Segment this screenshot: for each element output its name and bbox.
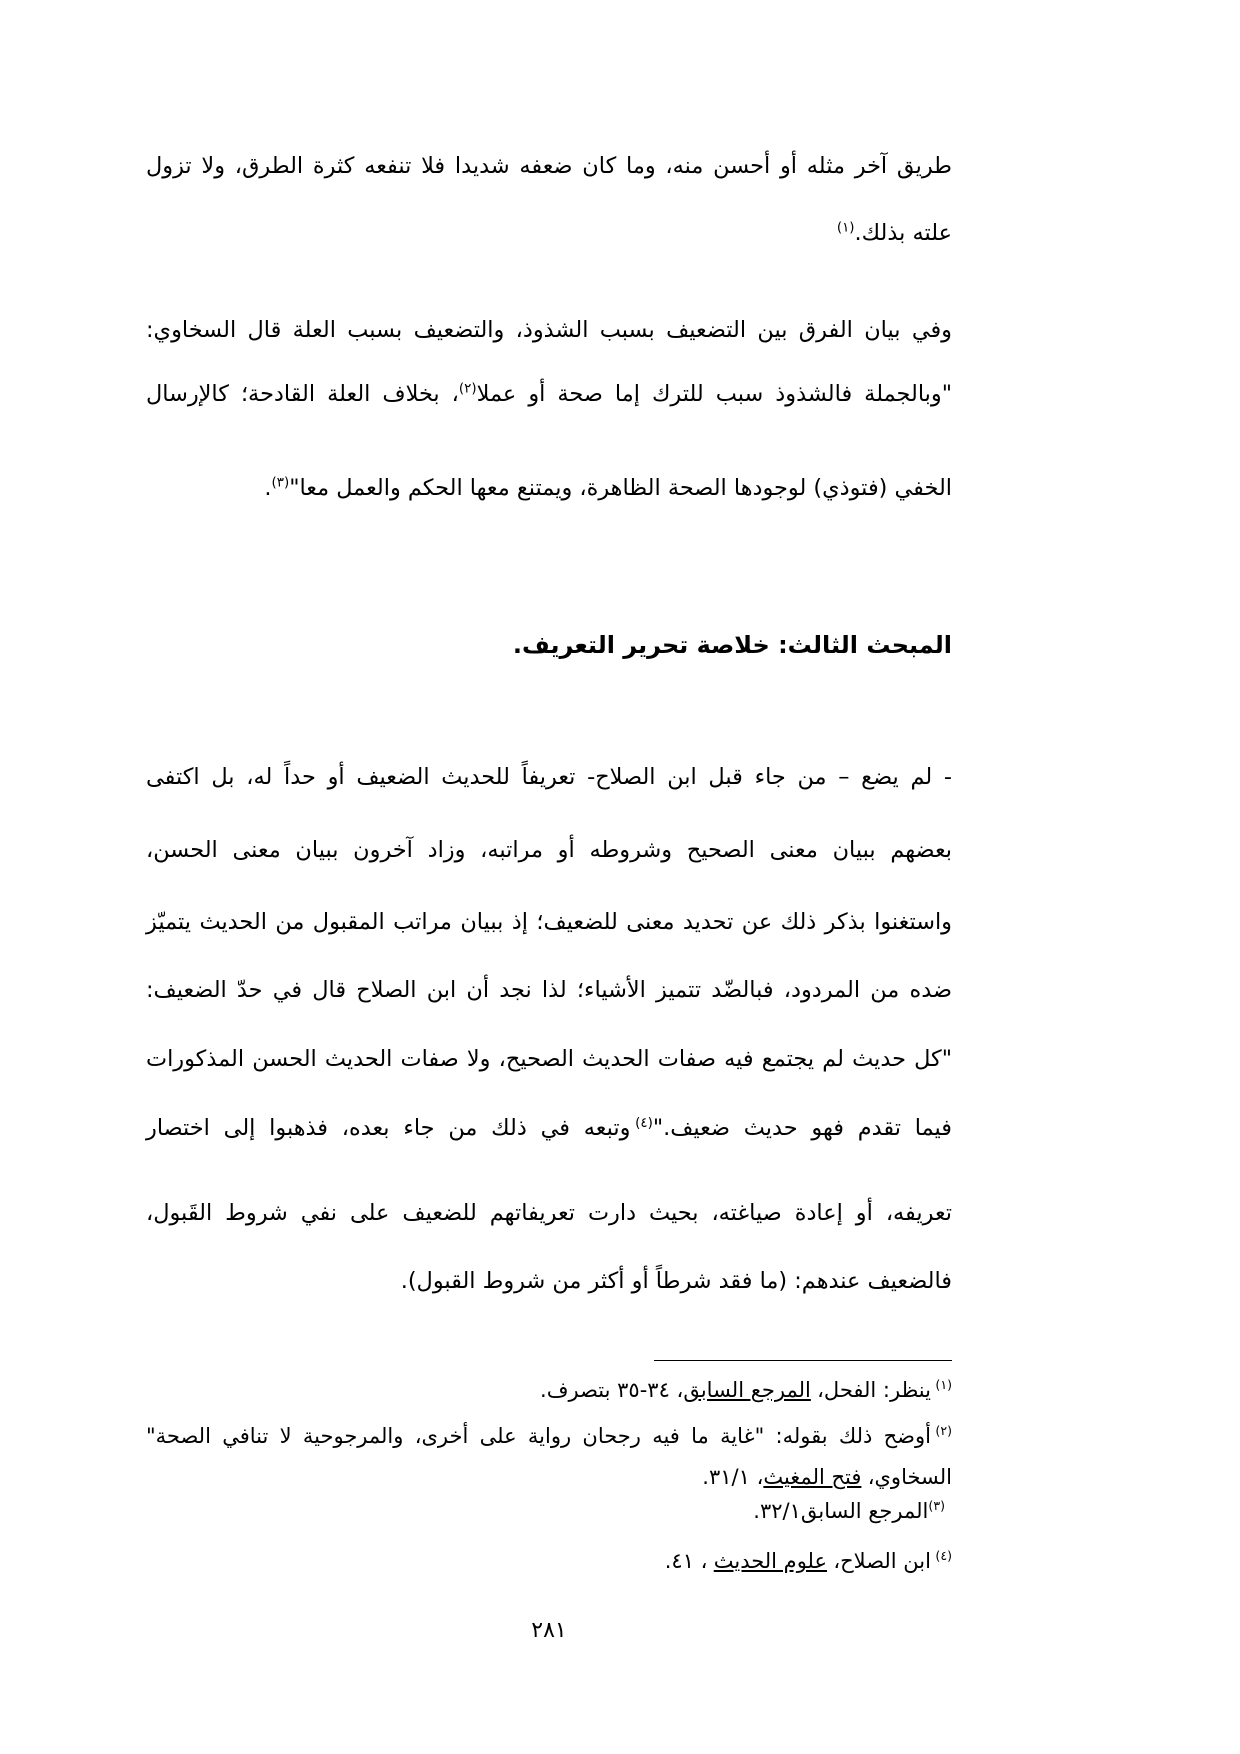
footnote-source-title: علوم الحديث	[713, 1549, 828, 1573]
footnote-2-line-2	[146, 1462, 952, 1492]
line-content	[146, 1115, 952, 1141]
paragraph-2-line-2	[146, 374, 952, 414]
line-text: ، بخلاف العلة القادحة؛ كالإرسال	[146, 381, 459, 407]
line-text: واستغنوا بذكر ذلك عن تحديد معنى للضعيف؛ إذ ببيان مراتب المقبول من الحديث يتميّز	[146, 909, 952, 935]
line-text: علته بذلك.	[854, 220, 952, 246]
footnote-text: ، ٣١/١.	[702, 1465, 764, 1489]
footnote-content	[540, 1378, 952, 1402]
line-text: .	[264, 475, 272, 501]
line-text: "وبالجملة فالشذوذ سبب للترك إما صحة أو عملا	[476, 381, 952, 407]
paragraph-3-line-7	[146, 1193, 952, 1233]
footnote-4	[146, 1546, 952, 1576]
footnote-content	[702, 1465, 952, 1489]
footnote-text: ينظر: الفحل،	[817, 1378, 931, 1402]
paragraph-3-line-8	[146, 1261, 952, 1301]
heading-text: المبحث الثالث: خلاصة تحرير التعريف.	[512, 631, 952, 659]
footnote-text: أوضح ذلك بقوله: "غاية ما فيه رجحان رواية على أخرى، والمرجوحية لا تنافي الصحة"	[146, 1424, 931, 1448]
footnote-content	[665, 1549, 952, 1573]
line-text: طريق آخر مثله أو أحسن منه، وما كان ضعفه شديدا فلا تنفعه كثرة الطرق، ولا تزول	[146, 153, 952, 179]
footnote-text: ، ٣٤-٣٥ بتصرف.	[540, 1378, 684, 1402]
footnote-ref-1: (١)	[836, 220, 855, 236]
footnote-1	[146, 1375, 952, 1405]
footnote-separator	[654, 1360, 952, 1361]
paragraph-3-line-4	[146, 970, 952, 1010]
line-text: تعريفه، أو إعادة صياغته، بحيث دارت تعريفاتهم للضعيف على نفي شروط القَبول،	[146, 1200, 952, 1226]
footnote-text: المرجع السابق٣٢/١.	[753, 1499, 929, 1523]
line-content	[837, 220, 952, 246]
line-text: بعضهم ببيان معنى الصحيح وشروطه أو مراتبه، وزاد آخرون ببيان معنى الحسن،	[146, 837, 952, 863]
line-text: وتبعه في ذلك من جاء بعده، فذهبوا إلى اختصار	[146, 1115, 631, 1141]
paragraph-1-line-2	[146, 213, 952, 253]
line-content	[146, 381, 952, 407]
footnote-content	[146, 1424, 952, 1448]
line-text: وفي بيان الفرق بين التضعيف بسبب الشذوذ، والتضعيف بسبب العلة قال السخاوي:	[146, 317, 952, 343]
paragraph-2-line-3	[146, 468, 952, 508]
paragraph-3-line-5	[146, 1039, 952, 1079]
page-number: ٢٨١	[531, 1618, 567, 1643]
line-content	[264, 475, 952, 501]
paragraph-3-line-1	[146, 757, 952, 797]
footnote-ref-4: (٤)	[635, 1115, 653, 1131]
footnote-number: (٣)	[928, 1498, 945, 1513]
paragraph-3-line-2	[146, 830, 952, 870]
line-text: فيما تقدم فهو حديث ضعيف."	[652, 1115, 952, 1141]
footnote-source-title: فتح المغيث	[763, 1465, 862, 1489]
paragraph-3-line-3	[146, 902, 952, 942]
footnote-text: ، ٤١.	[664, 1549, 708, 1573]
footnote-content	[753, 1499, 945, 1523]
footnote-text: السخاوي،	[867, 1465, 952, 1489]
paragraph-2-line-1	[146, 310, 952, 350]
footnote-2-line-1	[146, 1421, 952, 1451]
footnote-number: (٢)	[935, 1423, 952, 1438]
footnote-number: (١)	[935, 1377, 952, 1392]
line-text: الخفي (فتوذي) لوجودها الصحة الظاهرة، ويمتنع معها الحكم والعمل معا"	[289, 475, 952, 501]
section-heading	[146, 625, 952, 665]
footnote-text: ابن الصلاح،	[833, 1549, 931, 1573]
line-text: "كل حديث لم يجتمع فيه صفات الحديث الصحيح، ولا صفات الحديث الحسن المذكورات	[146, 1046, 952, 1072]
footnote-ref-3: (٣)	[271, 475, 290, 491]
footnote-number: (٤)	[935, 1548, 952, 1563]
line-text: - لم يضع – من جاء قبل ابن الصلاح- تعريفاً للحديث الضعيف أو حداً له، بل اكتفى	[146, 764, 952, 790]
footnote-3	[139, 1496, 945, 1526]
footnote-source-title: المرجع السابق	[683, 1378, 811, 1402]
line-text: ضده من المردود، فبالضّد تتميز الأشياء؛ لذا نجد أن ابن الصلاح قال في حدّ الضعيف:	[146, 977, 952, 1003]
paragraph-3-line-6	[146, 1108, 952, 1148]
paragraph-1-line-1	[146, 146, 952, 186]
footnote-ref-2: (٢)	[458, 381, 477, 397]
line-text: فالضعيف عندهم: (ما فقد شرطاً أو أكثر من شروط القبول).	[400, 1268, 952, 1294]
